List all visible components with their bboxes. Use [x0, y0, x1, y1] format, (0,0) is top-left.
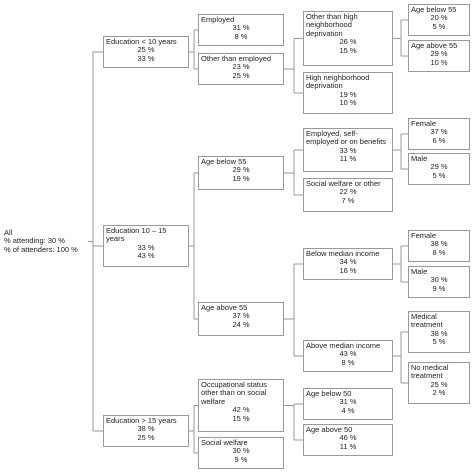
node-attenders: 5 %	[432, 21, 446, 31]
node-label: Employed	[201, 15, 235, 24]
node-attenders: 11 %	[339, 154, 357, 164]
node-label: Age below 55	[201, 157, 247, 166]
node-age-above-50	[303, 424, 393, 456]
node-attenders: 15 %	[339, 45, 357, 55]
node-label: High neighborhood deprivation	[306, 73, 370, 91]
node-age-below-55	[198, 156, 284, 190]
node-label: Male	[411, 154, 428, 163]
node-attenders: 5 %	[432, 170, 446, 180]
node-attenders: 7 %	[341, 195, 355, 205]
node-attenders: 9 %	[234, 454, 248, 464]
node-label: Education < 10 years	[106, 37, 177, 46]
node-male-income	[408, 266, 470, 298]
node-attending: 38 %	[137, 424, 155, 434]
node-occupational-status	[198, 379, 284, 432]
node-attenders: 4 %	[341, 405, 355, 415]
node-attending: 29 %	[232, 165, 250, 175]
node-attenders: 8 %	[234, 31, 248, 41]
node-attending: 38 %	[430, 239, 448, 249]
node-high-deprivation	[303, 72, 393, 114]
node-label: Education > 15 years	[106, 416, 177, 425]
node-attending: 25 %	[430, 379, 448, 389]
node-employed-self-employed	[303, 128, 393, 172]
node-attenders: 19 %	[232, 173, 250, 183]
node-label: Female	[411, 231, 437, 240]
node-attenders: 6 %	[432, 135, 446, 145]
node-attenders: 10 %	[430, 57, 448, 67]
node-attending: 30 %	[430, 275, 448, 285]
node-attending: 30 %	[232, 446, 250, 456]
node-employed	[198, 14, 284, 46]
node-attenders: 43 %	[137, 251, 155, 261]
node-attenders: 33 %	[137, 53, 155, 63]
root-line-3: % of attenders: 100 %	[4, 244, 78, 254]
node-below-median-income	[303, 248, 393, 280]
node-label: Age below 50	[306, 389, 352, 398]
node-label: Medical treatment	[411, 312, 443, 330]
node-attending: 25 %	[137, 45, 155, 55]
node-attending: 42 %	[232, 405, 250, 415]
node-label: No medical treatment	[411, 363, 449, 381]
node-attenders: 25 %	[232, 70, 250, 80]
node-attending: 26 %	[339, 37, 357, 47]
node-label: Age below 55	[411, 5, 457, 14]
node-age-below-55-leaf	[408, 4, 470, 36]
root-line-1: All	[4, 228, 13, 237]
node-attending: 46 %	[339, 433, 357, 443]
node-label: Occupational status other than on social welfare	[201, 380, 267, 406]
node-label: Male	[411, 267, 428, 276]
node-attenders: 16 %	[339, 265, 357, 275]
node-attending: 33 %	[137, 242, 155, 252]
node-label: Education 10 – 15 years	[106, 226, 167, 244]
node-label: Social welfare or other	[306, 179, 381, 188]
node-attenders: 24 %	[232, 319, 250, 329]
node-above-median-income	[303, 340, 393, 372]
node-attending: 33 %	[339, 145, 357, 155]
node-female-income	[408, 230, 470, 262]
node-education-above-15	[103, 415, 189, 447]
node-attenders: 5 %	[432, 337, 446, 347]
node-label: Female	[411, 119, 437, 128]
node-attending: 20 %	[430, 13, 448, 23]
root-line-2: % attending: 30 %	[4, 236, 65, 246]
node-attenders: 15 %	[232, 413, 250, 423]
node-social-welfare-or-other	[303, 178, 393, 212]
node-attending: 19 %	[339, 89, 357, 99]
node-attending: 37 %	[430, 127, 448, 137]
root-node	[2, 228, 82, 255]
node-attending: 31 %	[232, 23, 250, 33]
node-attenders: 11 %	[339, 441, 357, 451]
node-age-above-55-leaf	[408, 40, 470, 72]
node-label: Other than employed	[201, 54, 272, 63]
node-attending: 43 %	[339, 349, 357, 359]
node-attending: 31 %	[339, 397, 357, 407]
node-label: Employed, self-employed or on benefits	[306, 129, 387, 147]
node-medical-treatment	[408, 311, 470, 353]
node-attenders: 25 %	[137, 432, 155, 442]
node-education-10-15	[103, 225, 189, 267]
node-attending: 29 %	[430, 49, 448, 59]
node-label: Above median income	[306, 341, 381, 350]
node-label: Age above 50	[306, 425, 353, 434]
node-male	[408, 153, 470, 185]
node-attending: 34 %	[339, 257, 357, 267]
node-attenders: 2 %	[432, 388, 446, 398]
node-education-below-10	[103, 36, 189, 68]
node-attending: 22 %	[339, 187, 357, 197]
node-social-welfare	[198, 437, 284, 469]
node-attending: 29 %	[430, 162, 448, 172]
node-label: Age above 55	[201, 303, 248, 312]
node-label: Below median income	[306, 249, 380, 258]
node-no-medical-treatment	[408, 362, 470, 404]
node-label: Other than high neighborhood deprivation	[306, 12, 358, 38]
node-other-than-employed	[198, 53, 284, 85]
node-attending: 37 %	[232, 311, 250, 321]
node-age-below-50	[303, 388, 393, 420]
node-attenders: 9 %	[432, 283, 446, 293]
node-attenders: 8 %	[341, 357, 355, 367]
node-label: Social welfare	[201, 438, 248, 447]
node-other-than-high-deprivation	[303, 11, 393, 66]
node-attending: 23 %	[232, 62, 250, 72]
node-label: Age above 55	[411, 41, 458, 50]
node-female	[408, 118, 470, 150]
node-attenders: 10 %	[339, 98, 357, 108]
node-age-above-55	[198, 302, 284, 336]
node-attending: 38 %	[430, 328, 448, 338]
node-attenders: 8 %	[432, 247, 446, 257]
